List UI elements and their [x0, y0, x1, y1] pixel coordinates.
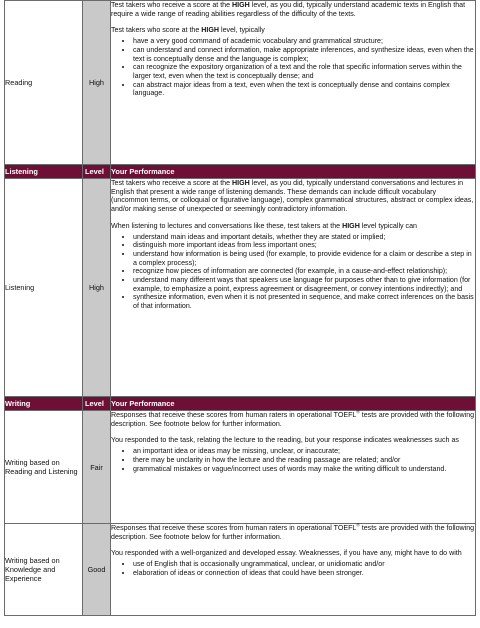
list-item: • synthesize information, even when it is not presented in sequence, and make correct inferences on the basis of that information.	[133, 293, 475, 310]
writing-header-section: Writing	[5, 397, 83, 411]
writing-independent-para-2: You responded with a well-organized and developed essay. Weaknesses, if you have any, might have to do with	[111, 549, 462, 558]
listening-bullets	[111, 233, 475, 311]
listening-level: High	[83, 179, 111, 397]
list-item: • understand how information is being used (for example, to provide evidence for a claim or describe a step in a complex process);	[133, 250, 475, 267]
reading-level: High	[83, 1, 111, 165]
reading-para-2: Test takers who score at the HIGH level, typically	[111, 26, 265, 35]
listening-header-performance: Your Performance	[111, 165, 476, 179]
writing-integrated-row	[5, 411, 476, 524]
listening-description	[111, 179, 476, 397]
writing-header-performance: Your Performance	[111, 397, 476, 411]
writing-integrated-category: Writing based on Reading and Listening	[5, 411, 83, 524]
list-item: • understand many different ways that speakers use language for purposes other than to give information (for example, to emphasize a point, express agreement or disagreement, or convey intentions indirectly); and	[133, 276, 475, 293]
writing-integrated-level: Fair	[83, 411, 111, 524]
listening-para-1: Test takers who receive a score at the HIGH level, as you did, typically understand conversations and lectures in English that present a wide range of listening demands. These demands can include difficult vocabulary (uncommon terms, or colloquial or figurative language), complex grammatical structures, abstract or complex ideas, and/or making sense of unexpected or seemingly contradictory information.	[111, 179, 474, 214]
listening-category: Listening	[5, 179, 83, 397]
writing-integrated-para-1: Responses that receive these scores from human raters in operational TOEFL® tests are provided with the following description. See footnote below for further information.	[111, 409, 475, 428]
list-item: • can understand and connect information, make appropriate inferences, and synthesize ideas, even when the text is conceptually dense and the language is complex;	[133, 46, 475, 63]
listening-header-row	[5, 165, 476, 179]
writing-integrated-bullets	[111, 447, 475, 473]
score-description-table	[4, 0, 476, 616]
reading-bullets	[111, 37, 475, 98]
listening-header-section: Listening	[5, 165, 83, 179]
writing-independent-row	[5, 524, 476, 616]
list-item: • can abstract major ideas from a text, even when the text is conceptually dense and contains complex language.	[133, 81, 475, 98]
reading-category: Reading	[5, 1, 83, 165]
writing-header-row	[5, 397, 476, 411]
writing-integrated-para-2: You responded to the task, relating the lecture to the reading, but your response indicates weaknesses such as	[111, 436, 459, 445]
listening-row	[5, 179, 476, 397]
list-item: • understand main ideas and important details, whether they are stated or implied;	[133, 233, 475, 242]
writing-independent-description	[111, 524, 476, 616]
list-item: • can recognize the expository organization of a text and the role that specific information serves within the larger text, even when the text is conceptually dense; and	[133, 63, 475, 80]
writing-independent-category: Writing based on Knowledge and Experience	[5, 524, 83, 616]
writing-integrated-description	[111, 411, 476, 524]
writing-independent-para-1: Responses that receive these scores from human raters in operational TOEFL® tests are provided with the following description. See footnote below for further information.	[111, 522, 475, 541]
list-item: • recognize how pieces of information are connected (for example, in a cause-and-effect relationship);	[133, 267, 475, 276]
list-item: • distinguish more important ideas from less important ones;	[133, 241, 475, 250]
writing-independent-bullets	[111, 560, 475, 577]
reading-description	[111, 1, 476, 165]
list-item: • have a very good command of academic vocabulary and grammatical structure;	[133, 37, 475, 46]
list-item: • there may be unclarity in how the lecture and the reading passage are related; and/or	[133, 456, 475, 465]
listening-header-level: Level	[83, 165, 111, 179]
list-item: • use of English that is occasionally ungrammatical, unclear, or unidiomatic and/or	[133, 560, 475, 569]
writing-independent-level: Good	[83, 524, 111, 616]
list-item: • grammatical mistakes or vague/incorrect uses of words may make the writing difficult to understand.	[133, 465, 475, 474]
listening-para-2: When listening to lectures and conversations like these, test takers at the HIGH level typically can	[111, 221, 417, 230]
list-item: • elaboration of ideas or connection of ideas that could have been stronger.	[133, 569, 475, 578]
list-item: • an important idea or ideas may be missing, unclear, or inaccurate;	[133, 447, 475, 456]
reading-row	[5, 1, 476, 165]
reading-para-1: Test takers who receive a score at the HIGH level, as you did, typically understand academic texts in English that require a wide range of reading abilities regardless of the difficulty of the texts.	[111, 1, 466, 18]
writing-header-level: Level	[83, 397, 111, 411]
